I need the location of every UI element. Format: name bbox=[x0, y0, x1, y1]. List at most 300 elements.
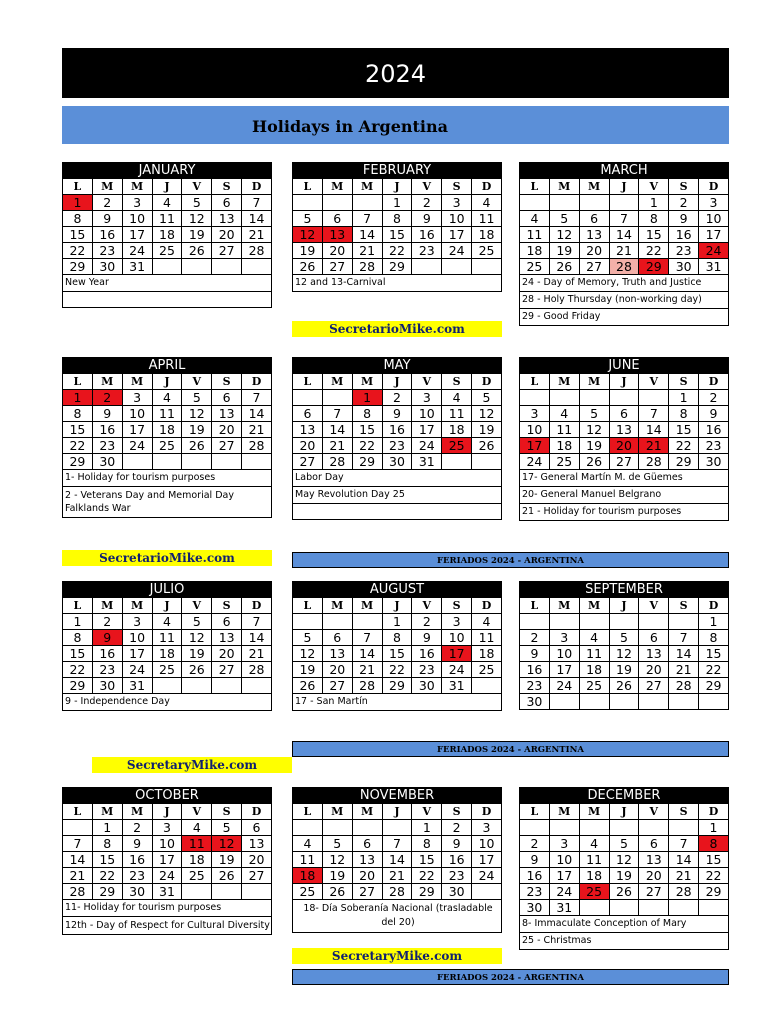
empty-cell bbox=[520, 614, 550, 630]
holiday-note bbox=[62, 292, 272, 308]
day-cell: 2 bbox=[92, 614, 122, 630]
day-cell: 27 bbox=[639, 884, 669, 900]
day-cell: 25 bbox=[520, 259, 550, 275]
empty-cell bbox=[579, 195, 609, 211]
empty-cell bbox=[182, 884, 212, 900]
day-cell: 12 bbox=[182, 630, 212, 646]
day-cell: 26 bbox=[609, 678, 639, 694]
day-cell: 18 bbox=[549, 438, 579, 454]
day-cell: 27 bbox=[609, 454, 639, 470]
day-cell: 21 bbox=[669, 662, 699, 678]
day-cell: 8 bbox=[699, 630, 729, 646]
holiday-day-cell: 12 bbox=[212, 836, 242, 852]
day-cell: 10 bbox=[122, 211, 152, 227]
day-cell: 20 bbox=[322, 243, 352, 259]
day-cell: 2 bbox=[382, 390, 412, 406]
empty-cell bbox=[182, 454, 212, 470]
feriados-bar: FERIADOS 2024 - ARGENTINA bbox=[292, 741, 729, 757]
holiday-day-cell: 1 bbox=[63, 390, 93, 406]
day-cell: 16 bbox=[382, 422, 412, 438]
day-cell: 5 bbox=[182, 614, 212, 630]
day-cell: 1 bbox=[412, 820, 442, 836]
day-cell: 12 bbox=[609, 646, 639, 662]
day-cell: 19 bbox=[609, 662, 639, 678]
day-cell: 30 bbox=[92, 454, 122, 470]
day-cell: 10 bbox=[520, 422, 550, 438]
empty-cell bbox=[212, 454, 242, 470]
day-cell: 7 bbox=[609, 211, 639, 227]
day-cell: 12 bbox=[322, 852, 352, 868]
weekday-label: D bbox=[699, 598, 729, 614]
day-cell: 4 bbox=[152, 390, 182, 406]
day-cell: 13 bbox=[639, 646, 669, 662]
weekday-label: V bbox=[412, 804, 442, 820]
day-cell: 5 bbox=[579, 406, 609, 422]
day-cell: 17 bbox=[122, 646, 152, 662]
weekday-label: D bbox=[242, 804, 272, 820]
day-cell: 24 bbox=[152, 868, 182, 884]
weekday-label: S bbox=[212, 179, 242, 195]
day-cell: 27 bbox=[293, 454, 323, 470]
month-january bbox=[62, 162, 272, 308]
month-table bbox=[292, 178, 502, 275]
month-february bbox=[292, 162, 502, 292]
day-cell: 23 bbox=[412, 662, 442, 678]
month-december bbox=[519, 787, 729, 950]
empty-cell bbox=[472, 454, 502, 470]
day-cell: 20 bbox=[322, 662, 352, 678]
day-cell: 22 bbox=[382, 243, 412, 259]
empty-cell bbox=[609, 900, 639, 916]
weekday-label: V bbox=[639, 374, 669, 390]
day-cell: 25 bbox=[152, 243, 182, 259]
weekday-label: L bbox=[520, 374, 550, 390]
day-cell: 10 bbox=[442, 211, 472, 227]
day-cell: 9 bbox=[92, 406, 122, 422]
holiday-note: 29 - Good Friday bbox=[519, 309, 729, 326]
day-cell: 6 bbox=[639, 836, 669, 852]
empty-cell bbox=[293, 390, 323, 406]
day-cell: 16 bbox=[412, 227, 442, 243]
day-cell: 22 bbox=[63, 243, 93, 259]
weekday-label: L bbox=[63, 598, 93, 614]
day-cell: 14 bbox=[352, 227, 382, 243]
month-table bbox=[62, 803, 272, 900]
day-cell: 3 bbox=[412, 390, 442, 406]
day-cell: 8 bbox=[352, 406, 382, 422]
weekday-label: S bbox=[669, 804, 699, 820]
empty-cell bbox=[293, 195, 323, 211]
day-cell: 14 bbox=[242, 630, 272, 646]
weekday-label: M bbox=[352, 598, 382, 614]
day-cell: 27 bbox=[212, 243, 242, 259]
weekday-label: M bbox=[92, 804, 122, 820]
day-cell: 2 bbox=[122, 820, 152, 836]
day-cell: 29 bbox=[699, 678, 729, 694]
holiday-note: 17- General Martín M. de Güemes bbox=[519, 470, 729, 487]
day-cell: 23 bbox=[412, 243, 442, 259]
empty-cell bbox=[579, 820, 609, 836]
day-cell: 4 bbox=[293, 836, 323, 852]
day-cell: 31 bbox=[442, 678, 472, 694]
holiday-note: Labor Day bbox=[292, 470, 502, 487]
empty-cell bbox=[242, 884, 272, 900]
weekday-label: J bbox=[382, 179, 412, 195]
day-cell: 8 bbox=[669, 406, 699, 422]
day-cell: 17 bbox=[122, 422, 152, 438]
month-may bbox=[292, 357, 502, 520]
day-cell: 25 bbox=[472, 243, 502, 259]
empty-cell bbox=[122, 454, 152, 470]
holiday-day-cell: 12 bbox=[293, 227, 323, 243]
weekday-label: M bbox=[92, 374, 122, 390]
empty-cell bbox=[152, 259, 182, 275]
day-cell: 12 bbox=[472, 406, 502, 422]
empty-cell bbox=[63, 820, 93, 836]
empty-cell bbox=[352, 614, 382, 630]
day-cell: 29 bbox=[92, 884, 122, 900]
day-cell: 28 bbox=[352, 678, 382, 694]
month-table bbox=[519, 597, 729, 710]
day-cell: 25 bbox=[549, 454, 579, 470]
day-cell: 8 bbox=[382, 211, 412, 227]
day-cell: 26 bbox=[609, 884, 639, 900]
day-cell: 3 bbox=[152, 820, 182, 836]
day-cell: 26 bbox=[293, 259, 323, 275]
weekday-label: J bbox=[382, 598, 412, 614]
empty-cell bbox=[669, 820, 699, 836]
holiday-note: 2 - Veterans Day and Memorial Day Falklands War bbox=[62, 487, 272, 518]
day-cell: 30 bbox=[382, 454, 412, 470]
month-june bbox=[519, 357, 729, 521]
day-cell: 8 bbox=[63, 406, 93, 422]
holiday-note bbox=[292, 504, 502, 520]
empty-cell bbox=[520, 820, 550, 836]
weekday-label: D bbox=[699, 804, 729, 820]
holiday-day-cell: 18 bbox=[293, 868, 323, 884]
day-cell: 19 bbox=[182, 227, 212, 243]
day-cell: 30 bbox=[520, 900, 550, 916]
empty-cell bbox=[609, 195, 639, 211]
day-cell: 6 bbox=[293, 406, 323, 422]
day-cell: 24 bbox=[549, 884, 579, 900]
day-cell: 18 bbox=[182, 852, 212, 868]
day-cell: 25 bbox=[579, 678, 609, 694]
weekday-label: L bbox=[293, 374, 323, 390]
day-cell: 29 bbox=[63, 259, 93, 275]
weekday-label: J bbox=[382, 374, 412, 390]
day-cell: 2 bbox=[92, 195, 122, 211]
weekday-label: V bbox=[182, 374, 212, 390]
empty-cell bbox=[472, 884, 502, 900]
day-cell: 15 bbox=[382, 646, 412, 662]
day-cell: 11 bbox=[520, 227, 550, 243]
day-cell: 1 bbox=[92, 820, 122, 836]
weekday-label: D bbox=[699, 179, 729, 195]
day-cell: 6 bbox=[579, 211, 609, 227]
empty-cell bbox=[579, 390, 609, 406]
day-cell: 21 bbox=[242, 422, 272, 438]
day-cell: 16 bbox=[92, 422, 122, 438]
month-name: AUGUST bbox=[292, 581, 502, 597]
day-cell: 13 bbox=[212, 211, 242, 227]
day-cell: 4 bbox=[579, 836, 609, 852]
day-cell: 5 bbox=[293, 630, 323, 646]
day-cell: 16 bbox=[699, 422, 729, 438]
empty-cell bbox=[669, 614, 699, 630]
day-cell: 12 bbox=[609, 852, 639, 868]
day-cell: 27 bbox=[322, 678, 352, 694]
day-cell: 28 bbox=[63, 884, 93, 900]
day-cell: 20 bbox=[639, 662, 669, 678]
day-cell: 24 bbox=[472, 868, 502, 884]
day-cell: 27 bbox=[639, 678, 669, 694]
empty-cell bbox=[152, 678, 182, 694]
day-cell: 13 bbox=[242, 836, 272, 852]
day-cell: 23 bbox=[699, 438, 729, 454]
day-cell: 7 bbox=[322, 406, 352, 422]
day-cell: 14 bbox=[242, 406, 272, 422]
empty-cell bbox=[579, 614, 609, 630]
holiday-day-cell: 25 bbox=[442, 438, 472, 454]
day-cell: 2 bbox=[520, 630, 550, 646]
day-cell: 16 bbox=[412, 646, 442, 662]
day-cell: 24 bbox=[122, 662, 152, 678]
day-cell: 16 bbox=[92, 227, 122, 243]
day-cell: 23 bbox=[669, 243, 699, 259]
day-cell: 24 bbox=[442, 243, 472, 259]
day-cell: 20 bbox=[579, 243, 609, 259]
day-cell: 24 bbox=[549, 678, 579, 694]
day-cell: 15 bbox=[92, 852, 122, 868]
empty-cell bbox=[472, 678, 502, 694]
weekday-label: D bbox=[242, 374, 272, 390]
day-cell: 10 bbox=[549, 852, 579, 868]
holiday-note: 9 - Independence Day bbox=[62, 694, 272, 711]
holiday-note: 18- Día Soberanía Nacional (trasladable del 20) bbox=[292, 900, 502, 933]
day-cell: 9 bbox=[442, 836, 472, 852]
month-name: DECEMBER bbox=[519, 787, 729, 803]
month-august bbox=[292, 581, 502, 711]
empty-cell bbox=[412, 259, 442, 275]
empty-cell bbox=[639, 900, 669, 916]
weekday-label: M bbox=[352, 179, 382, 195]
day-cell: 8 bbox=[63, 211, 93, 227]
month-march bbox=[519, 162, 729, 326]
day-cell: 26 bbox=[182, 243, 212, 259]
weekday-label: M bbox=[322, 374, 352, 390]
weekday-label: J bbox=[609, 804, 639, 820]
weekday-label: M bbox=[352, 374, 382, 390]
day-cell: 16 bbox=[669, 227, 699, 243]
empty-cell bbox=[549, 614, 579, 630]
day-cell: 4 bbox=[579, 630, 609, 646]
day-cell: 4 bbox=[442, 390, 472, 406]
day-cell: 9 bbox=[412, 211, 442, 227]
empty-cell bbox=[352, 820, 382, 836]
day-cell: 9 bbox=[412, 630, 442, 646]
weekday-label: S bbox=[212, 598, 242, 614]
day-cell: 11 bbox=[549, 422, 579, 438]
day-cell: 14 bbox=[669, 852, 699, 868]
weekday-label: M bbox=[549, 804, 579, 820]
day-cell: 13 bbox=[352, 852, 382, 868]
day-cell: 22 bbox=[412, 868, 442, 884]
month-julio bbox=[62, 581, 272, 711]
day-cell: 14 bbox=[669, 646, 699, 662]
day-cell: 3 bbox=[472, 820, 502, 836]
day-cell: 6 bbox=[212, 390, 242, 406]
weekday-label: S bbox=[442, 804, 472, 820]
day-cell: 24 bbox=[520, 454, 550, 470]
day-cell: 9 bbox=[520, 646, 550, 662]
month-table bbox=[62, 373, 272, 470]
day-cell: 23 bbox=[92, 243, 122, 259]
weekday-label: V bbox=[412, 598, 442, 614]
empty-cell bbox=[520, 390, 550, 406]
weekday-label: L bbox=[520, 179, 550, 195]
brand-label: SecretarioMike.com bbox=[292, 321, 502, 337]
day-cell: 26 bbox=[182, 662, 212, 678]
day-cell: 18 bbox=[472, 646, 502, 662]
day-cell: 10 bbox=[122, 630, 152, 646]
weekday-label: L bbox=[63, 374, 93, 390]
day-cell: 15 bbox=[669, 422, 699, 438]
day-cell: 6 bbox=[609, 406, 639, 422]
day-cell: 15 bbox=[639, 227, 669, 243]
empty-cell bbox=[609, 614, 639, 630]
day-cell: 5 bbox=[609, 630, 639, 646]
day-cell: 2 bbox=[520, 836, 550, 852]
day-cell: 17 bbox=[549, 662, 579, 678]
month-april bbox=[62, 357, 272, 518]
day-cell: 28 bbox=[242, 243, 272, 259]
day-cell: 19 bbox=[293, 662, 323, 678]
month-name: JULIO bbox=[62, 581, 272, 597]
empty-cell bbox=[579, 900, 609, 916]
day-cell: 31 bbox=[122, 678, 152, 694]
holiday-day-cell: 21 bbox=[639, 438, 669, 454]
day-cell: 2 bbox=[412, 195, 442, 211]
day-cell: 16 bbox=[122, 852, 152, 868]
weekday-label: J bbox=[152, 374, 182, 390]
day-cell: 30 bbox=[442, 884, 472, 900]
day-cell: 12 bbox=[293, 646, 323, 662]
month-name: MARCH bbox=[519, 162, 729, 178]
day-cell: 10 bbox=[699, 211, 729, 227]
day-cell: 2 bbox=[669, 195, 699, 211]
day-cell: 12 bbox=[182, 406, 212, 422]
empty-cell bbox=[152, 454, 182, 470]
day-cell: 10 bbox=[442, 630, 472, 646]
holiday-note: 11- Holiday for tourism purposes bbox=[62, 900, 272, 917]
day-cell: 16 bbox=[520, 662, 550, 678]
day-cell: 16 bbox=[442, 852, 472, 868]
day-cell: 1 bbox=[699, 614, 729, 630]
month-name: JANUARY bbox=[62, 162, 272, 178]
day-cell: 28 bbox=[669, 678, 699, 694]
weekday-label: V bbox=[412, 179, 442, 195]
holiday-day-cell: 17 bbox=[442, 646, 472, 662]
day-cell: 22 bbox=[63, 438, 93, 454]
day-cell: 14 bbox=[639, 422, 669, 438]
holiday-note: 24 - Day of Memory, Truth and Justice bbox=[519, 275, 729, 292]
day-cell: 18 bbox=[472, 227, 502, 243]
empty-cell bbox=[382, 820, 412, 836]
holiday-note: 12 and 13-Carnival bbox=[292, 275, 502, 292]
month-table bbox=[292, 597, 502, 694]
day-cell: 21 bbox=[242, 646, 272, 662]
day-cell: 5 bbox=[212, 820, 242, 836]
day-cell: 27 bbox=[212, 438, 242, 454]
month-table bbox=[519, 178, 729, 275]
empty-cell bbox=[639, 390, 669, 406]
day-cell: 11 bbox=[579, 646, 609, 662]
day-cell: 18 bbox=[579, 868, 609, 884]
empty-cell bbox=[472, 259, 502, 275]
month-name: MAY bbox=[292, 357, 502, 373]
page-title: Holidays in Argentina bbox=[62, 106, 729, 144]
day-cell: 10 bbox=[152, 836, 182, 852]
holiday-note: 20- General Manuel Belgrano bbox=[519, 487, 729, 504]
day-cell: 21 bbox=[322, 438, 352, 454]
day-cell: 27 bbox=[242, 868, 272, 884]
day-cell: 12 bbox=[549, 227, 579, 243]
day-cell: 11 bbox=[152, 630, 182, 646]
empty-cell bbox=[212, 259, 242, 275]
day-cell: 24 bbox=[412, 438, 442, 454]
day-cell: 29 bbox=[699, 884, 729, 900]
day-cell: 1 bbox=[669, 390, 699, 406]
holiday-note: 8- Immaculate Conception of Mary bbox=[519, 916, 729, 933]
day-cell: 18 bbox=[442, 422, 472, 438]
holiday-day-cell: 17 bbox=[520, 438, 550, 454]
month-table bbox=[62, 597, 272, 694]
day-cell: 21 bbox=[382, 868, 412, 884]
weekday-label: J bbox=[382, 804, 412, 820]
empty-cell bbox=[639, 820, 669, 836]
day-cell: 24 bbox=[442, 662, 472, 678]
empty-cell bbox=[609, 694, 639, 710]
brand-label: SecretarioMike.com bbox=[62, 550, 272, 566]
empty-cell bbox=[322, 390, 352, 406]
day-cell: 19 bbox=[472, 422, 502, 438]
weekday-label: M bbox=[579, 598, 609, 614]
day-cell: 15 bbox=[699, 646, 729, 662]
day-cell: 20 bbox=[293, 438, 323, 454]
day-cell: 19 bbox=[609, 868, 639, 884]
day-cell: 9 bbox=[520, 852, 550, 868]
month-name: JUNE bbox=[519, 357, 729, 373]
day-cell: 3 bbox=[549, 836, 579, 852]
day-cell: 8 bbox=[63, 630, 93, 646]
day-cell: 7 bbox=[669, 836, 699, 852]
empty-cell bbox=[549, 694, 579, 710]
day-cell: 19 bbox=[182, 646, 212, 662]
empty-cell bbox=[242, 454, 272, 470]
day-cell: 11 bbox=[579, 852, 609, 868]
day-cell: 29 bbox=[382, 259, 412, 275]
day-cell: 18 bbox=[152, 227, 182, 243]
day-cell: 23 bbox=[122, 868, 152, 884]
day-cell: 2 bbox=[699, 390, 729, 406]
day-cell: 31 bbox=[412, 454, 442, 470]
empty-cell bbox=[352, 195, 382, 211]
empty-cell bbox=[182, 678, 212, 694]
empty-cell bbox=[639, 694, 669, 710]
day-cell: 1 bbox=[699, 820, 729, 836]
day-cell: 27 bbox=[579, 259, 609, 275]
